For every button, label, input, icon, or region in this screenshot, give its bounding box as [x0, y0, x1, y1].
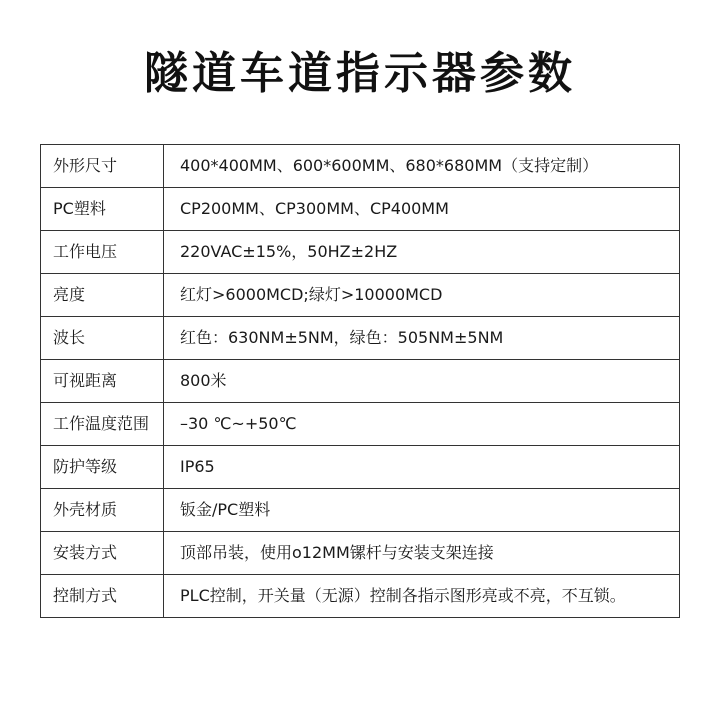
row-value: 红色：630NM±5NM，绿色：505NM±5NM	[164, 317, 680, 360]
row-value: 钣金/PC塑料	[164, 489, 680, 532]
table-row	[41, 274, 680, 317]
row-label: 外形尺寸	[41, 145, 164, 188]
row-label: 波长	[41, 317, 164, 360]
row-label: 安装方式	[41, 532, 164, 575]
row-value: 800米	[164, 360, 680, 403]
row-label: PC塑料	[41, 188, 164, 231]
row-value: 红灯>6000MCD;绿灯>10000MCD	[164, 274, 680, 317]
page-title: 隧道车道指示器参数	[144, 48, 576, 99]
row-label: 可视距离	[41, 360, 164, 403]
row-value: PLC控制，开关量（无源）控制各指示图形亮或不亮，不互锁。	[164, 575, 680, 618]
row-value: 顶部吊装，使用o12MM镙杆与安装支架连接	[164, 532, 680, 575]
row-label: 外壳材质	[41, 489, 164, 532]
row-value: 220VAC±15%，50HZ±2HZ	[164, 231, 680, 274]
row-value: 400*400MM、600*600MM、680*680MM（支持定制）	[164, 145, 680, 188]
row-label: 防护等级	[41, 446, 164, 489]
row-value: –30 ℃~+50℃	[164, 403, 680, 446]
table-row	[41, 403, 680, 446]
row-label: 亮度	[41, 274, 164, 317]
table-row	[41, 188, 680, 231]
table-row	[41, 446, 680, 489]
table-row	[41, 317, 680, 360]
table-row	[41, 145, 680, 188]
row-value: CP200MM、CP300MM、CP400MM	[164, 188, 680, 231]
row-value: IP65	[164, 446, 680, 489]
table-row	[41, 575, 680, 618]
row-label: 控制方式	[41, 575, 164, 618]
row-label: 工作温度范围	[41, 403, 164, 446]
spec-table	[40, 144, 680, 618]
table-row	[41, 489, 680, 532]
row-label: 工作电压	[41, 231, 164, 274]
table-row	[41, 231, 680, 274]
table-row	[41, 360, 680, 403]
table-row	[41, 532, 680, 575]
